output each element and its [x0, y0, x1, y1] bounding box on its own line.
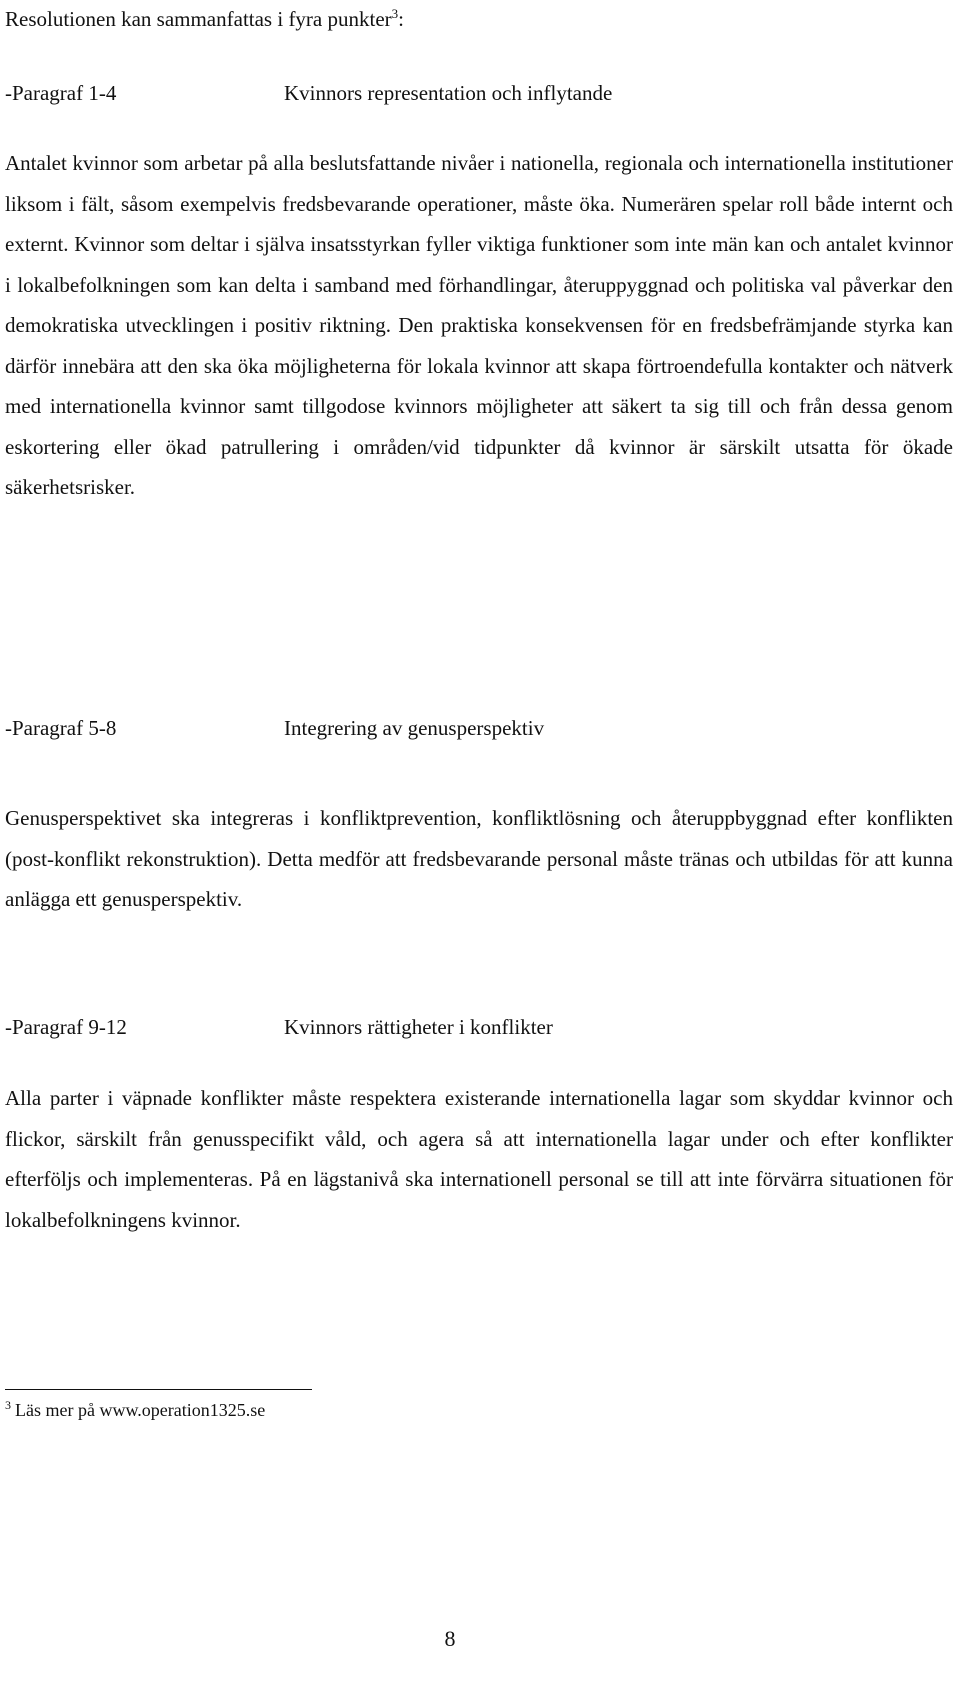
section-heading-2: [5, 713, 953, 743]
section-body-2: Genusperspektivet ska integreras i konfliktprevention, konfliktlösning och återuppbyggnad efter konflikten (post-konflikt rekonstruktion). Detta medför att fredsbevarande personal måste tränas och utbildas för att kunna anlägga ett genusperspektiv.: [5, 806, 953, 911]
section-title: Kvinnors rättigheter i konflikter: [284, 1015, 553, 1039]
paragraph-label: -Paragraf 1-4: [5, 81, 117, 105]
section-heading-1: [5, 78, 953, 108]
section-heading-3: [5, 1012, 953, 1042]
section-title: Kvinnors representation och inflytande: [284, 81, 613, 105]
page-number: 8: [444, 1626, 456, 1651]
paragraph-label: -Paragraf 9-12: [5, 1015, 127, 1039]
footnote-separator: [5, 1389, 312, 1390]
section-title: Integrering av genusperspektiv: [284, 716, 545, 740]
intro-line: [5, 4, 404, 34]
intro-text: Resolutionen kan sammanfattas i fyra punkter: [5, 7, 392, 31]
section-body-3: Alla parter i väpnade konflikter måste respektera existerande internationella lagar som skyddar kvinnor och flickor, särskilt från genusspecifikt våld, och agera så att internationella lagar under och efter konflikter efterföljs och implementeras. På en lägstanivå ska internationell personal se till att inte förvärra situationen för lokalbefolkningens kvinnor.: [5, 1086, 953, 1232]
footnote-reference[interactable]: 3: [391, 6, 399, 21]
section-body-1: Antalet kvinnor som arbetar på alla beslutsfattande nivåer i nationella, regionala och internationella institutioner liksom i fält, såsom exempelvis fredsbevarande operationer, måste öka. Numerären spelar roll både internt och externt. Kvinnor som deltar i själva insatsstyrkan fyller viktiga funktioner som inte män kan och antalet kvinnor i lokalbefolkningen som kan delta i samband med förhandlingar, återuppyggnad och politiska val påverkar den demokratiska utvecklingen i positiv riktning. Den praktiska konsekvensen för en fredsbefrämjande styrka kan därför innebära att den ska öka möjligheterna för lokala kvinnor att skapa förtroendefulla kontakter och nätverk med internationella kvinnor samt tillgodose kvinnors möjligheter att säkert ta sig till och från dessa genom eskortering eller ökad patrullering i områden/vid tidpunkter då kvinnor är särskilt utsatta för ökade säkerhetsrisker.: [5, 151, 953, 499]
document-page: [5, 0, 953, 1681]
intro-suffix: :: [398, 7, 404, 31]
footnote-text[interactable]: Läs mer på www.operation1325.se: [15, 1400, 266, 1420]
paragraph-label: -Paragraf 5-8: [5, 716, 117, 740]
footnote-number: 3: [5, 1398, 11, 1412]
footnote: [5, 1398, 265, 1422]
